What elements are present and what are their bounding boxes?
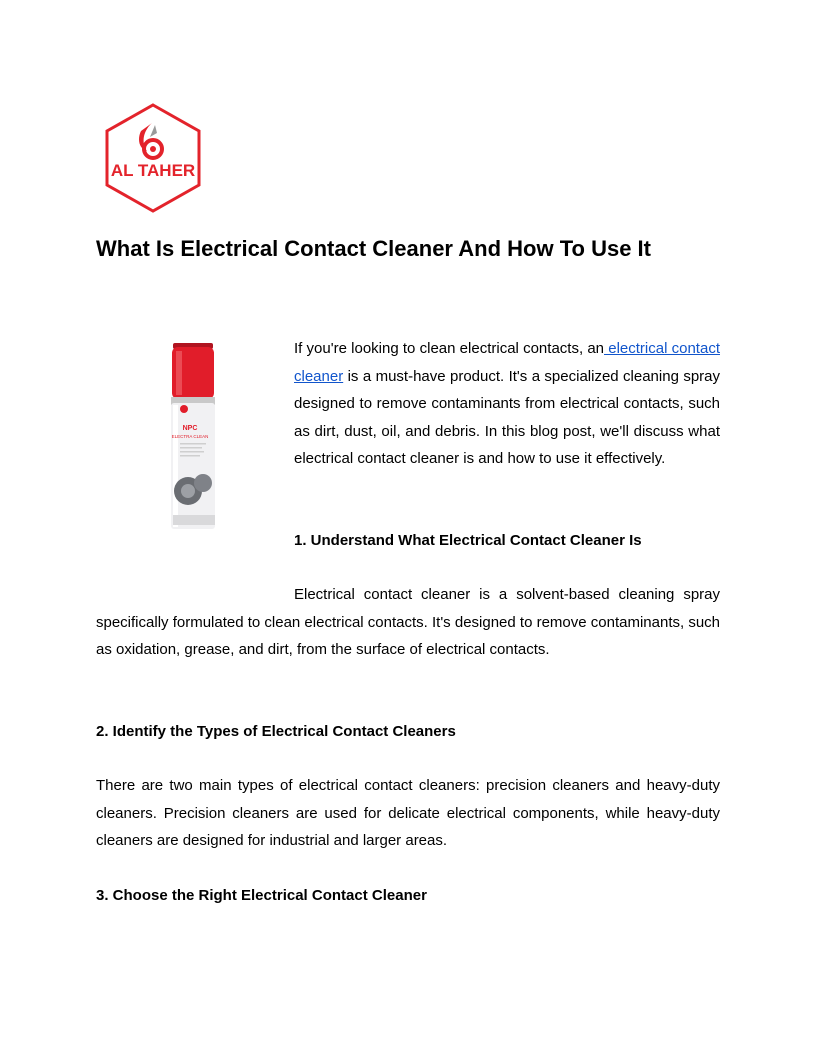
- intro-paragraph: [294, 335, 720, 473]
- logo-text: AL TAHER: [110, 161, 196, 180]
- intro-text-start: If you're looking to clean electrical contacts, an: [294, 340, 605, 357]
- svg-text:ELECTRA CLEAN: ELECTRA CLEAN: [171, 434, 209, 439]
- product-image: [160, 343, 232, 533]
- al-taher-logo: [103, 103, 203, 213]
- section-1-heading: 1. Understand What Electrical Contact Cleaner Is: [294, 532, 642, 549]
- intro-text-end: is a must-have product. It's a specialized cleaning spray designed to remove contaminants from electrical contacts, such as dirt, dust, oil, and debris. In this blog post, we'll discuss what electrical contact cleaner is and how to use it effectively.: [294, 367, 720, 468]
- page-title: What Is Electrical Contact Cleaner And How To Use It: [96, 236, 651, 261]
- svg-text:NPC: NPC: [182, 425, 198, 432]
- electrical-contact-cleaner-link[interactable]: electrical contact cleaner: [294, 340, 720, 385]
- section-3-heading: 3. Choose the Right Electrical Contact Cleaner: [96, 887, 427, 904]
- section-1-body: Electrical contact cleaner is a solvent-based cleaning spray specifically formulated to clean electrical contacts. It's designed to remove contaminants, such as oxidation, grease, and dirt, from the surface of electrical contacts.: [96, 586, 721, 659]
- section-2-heading: 2. Identify the Types of Electrical Contact Cleaners: [96, 723, 456, 740]
- section-2-body: There are two main types of electrical contact cleaners: precision cleaners and heavy-duty cleaners. Precision cleaners are used for delicate electrical components, while heavy-duty cleaners are designed for industrial and larger areas.: [96, 777, 720, 850]
